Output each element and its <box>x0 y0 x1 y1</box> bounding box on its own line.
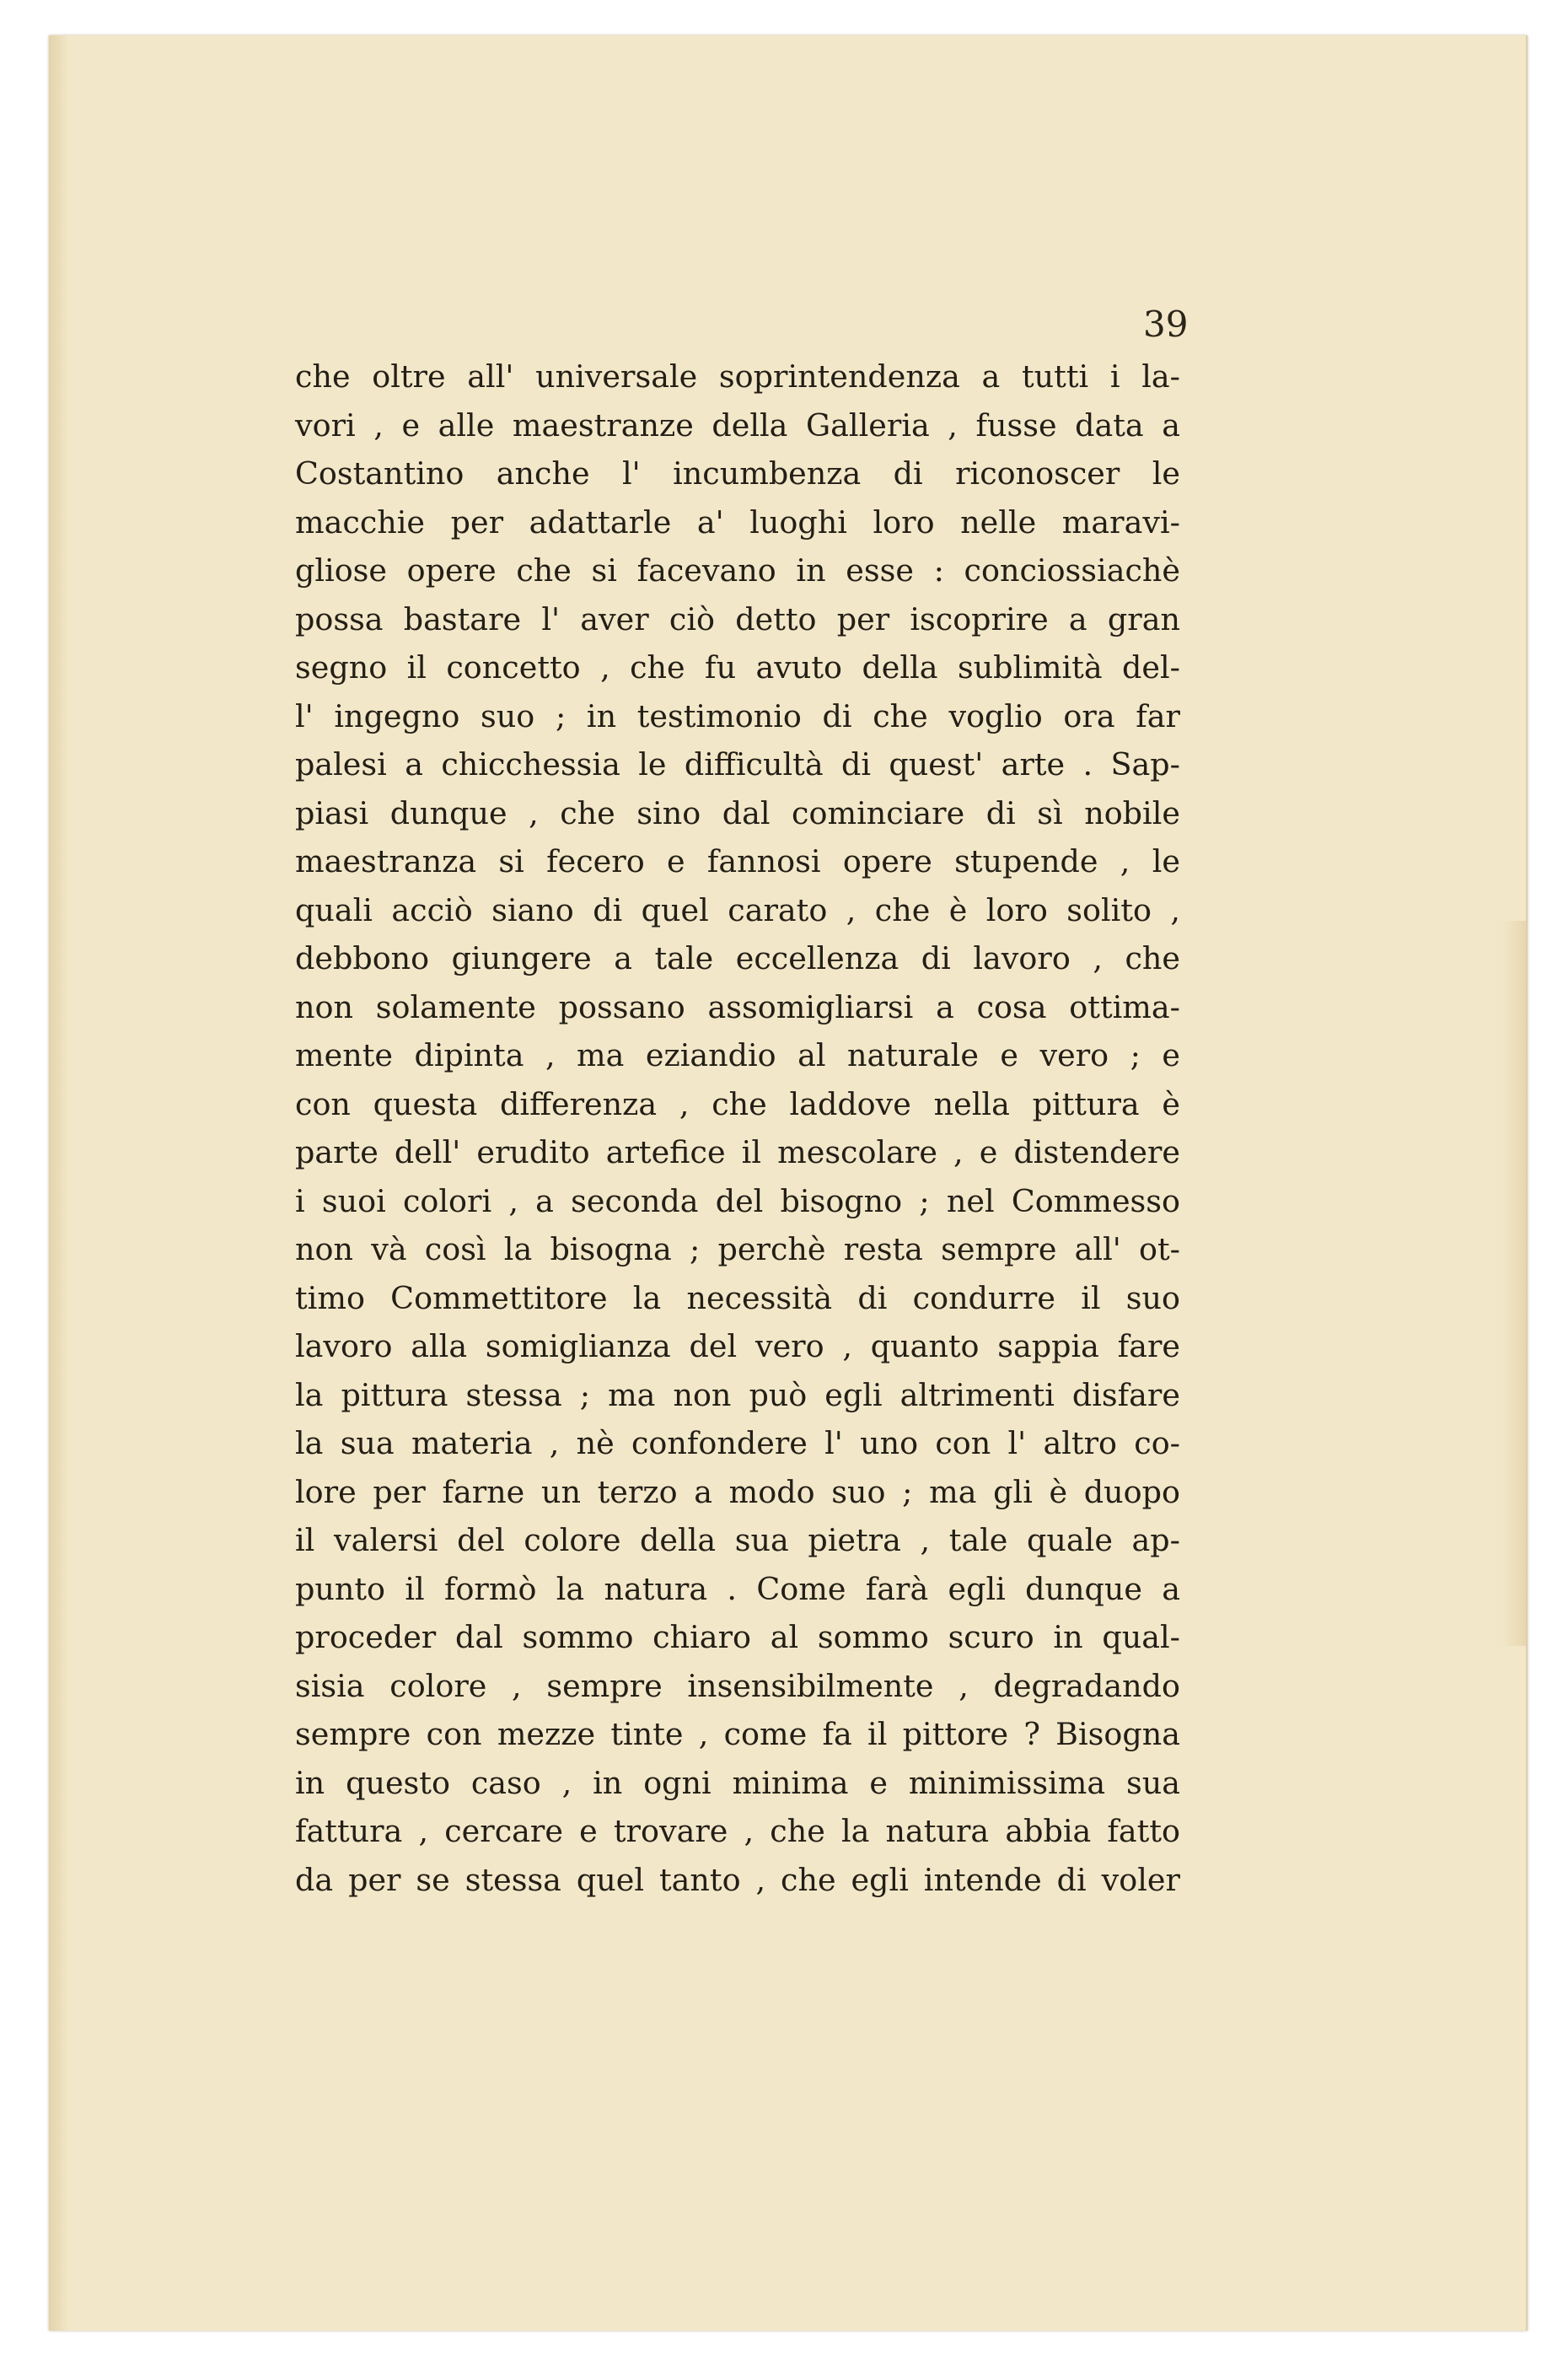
text-line: lore per farne un terzo a modo suo ; ma gli è duopo <box>295 1473 1180 1510</box>
text-line: sempre con mezze tinte , come fa il pittore ? Bisogna <box>295 1716 1180 1752</box>
text-line: i suoi colori , a seconda del bisogno ; nel Commesso <box>295 1182 1180 1219</box>
page-edge-wear <box>1502 921 1526 1646</box>
text-line: debbono giungere a tale eccellenza di lavoro , che <box>295 940 1180 976</box>
page-number: 39 <box>1143 304 1189 345</box>
text-line: non và così la bisogna ; perchè resta sempre all' ot- <box>295 1231 1180 1267</box>
text-line: in questo caso , in ogni minima e minimissima sua <box>295 1764 1180 1801</box>
text-line: macchie per adattarle a' luoghi loro nelle maravi- <box>295 503 1180 541</box>
text-line: con questa differenza , che laddove nella pittura è <box>295 1085 1180 1122</box>
text-line: la sua materia , nè confondere l' uno con l' altro co- <box>295 1425 1180 1461</box>
text-line: palesi a chicchessia le difficultà di quest' arte . Sap- <box>295 746 1180 783</box>
text-line: l' ingegno suo ; in testimonio di che voglio ora far <box>295 697 1180 734</box>
text-line: vori , e alle maestranze della Galleria , fusse data a <box>295 406 1180 444</box>
text-line: punto il formò la natura . Come farà egli dunque a <box>295 1570 1180 1607</box>
text-line: che oltre all' universale soprintendenza a tutti i la- <box>295 358 1180 395</box>
text-line: il valersi del colore della sua pietra , tale quale ap- <box>295 1522 1180 1558</box>
text-line: mente dipinta , ma eziandio al naturale e vero ; e <box>295 1037 1180 1073</box>
text-line: fattura , cercare e trovare , che la natura abbia fatto <box>295 1813 1180 1849</box>
text-line: piasi dunque , che sino dal cominciare di sì nobile <box>295 794 1180 831</box>
text-line: quali acciò siano di quel carato , che è loro solito , <box>295 891 1180 928</box>
text-line: Costantino anche l' incumbenza di riconoscer le <box>295 455 1180 492</box>
binding-gutter <box>49 35 69 2331</box>
text-line: gliose opere che si facevano in esse : conciossiachè <box>295 552 1180 589</box>
text-line: parte dell' erudito artefice il mescolare , e distendere <box>295 1134 1180 1170</box>
text-line: possa bastare l' aver ciò detto per iscoprire a gran <box>295 600 1180 637</box>
text-line: la pittura stessa ; ma non può egli altrimenti disfare <box>295 1376 1180 1413</box>
text-line: sisia colore , sempre insensibilmente , degradando <box>295 1667 1180 1704</box>
page-sheet <box>49 35 1528 2331</box>
text-line: da per se stessa quel tanto , che egli intende di voler <box>295 1861 1180 1898</box>
text-line: non solamente possano assomigliarsi a cosa ottima- <box>295 988 1180 1025</box>
text-line: proceder dal sommo chiaro al sommo scuro in qual- <box>295 1619 1180 1655</box>
body-text <box>295 352 1180 1904</box>
text-line: maestranza si fecero e fannosi opere stupende , le <box>295 843 1180 879</box>
text-line: timo Commettitore la necessità di condurre il suo <box>295 1279 1180 1316</box>
text-line: lavoro alla somiglianza del vero , quanto sappia fare <box>295 1328 1180 1364</box>
text-line: segno il concetto , che fu avuto della sublimità del- <box>295 649 1180 686</box>
